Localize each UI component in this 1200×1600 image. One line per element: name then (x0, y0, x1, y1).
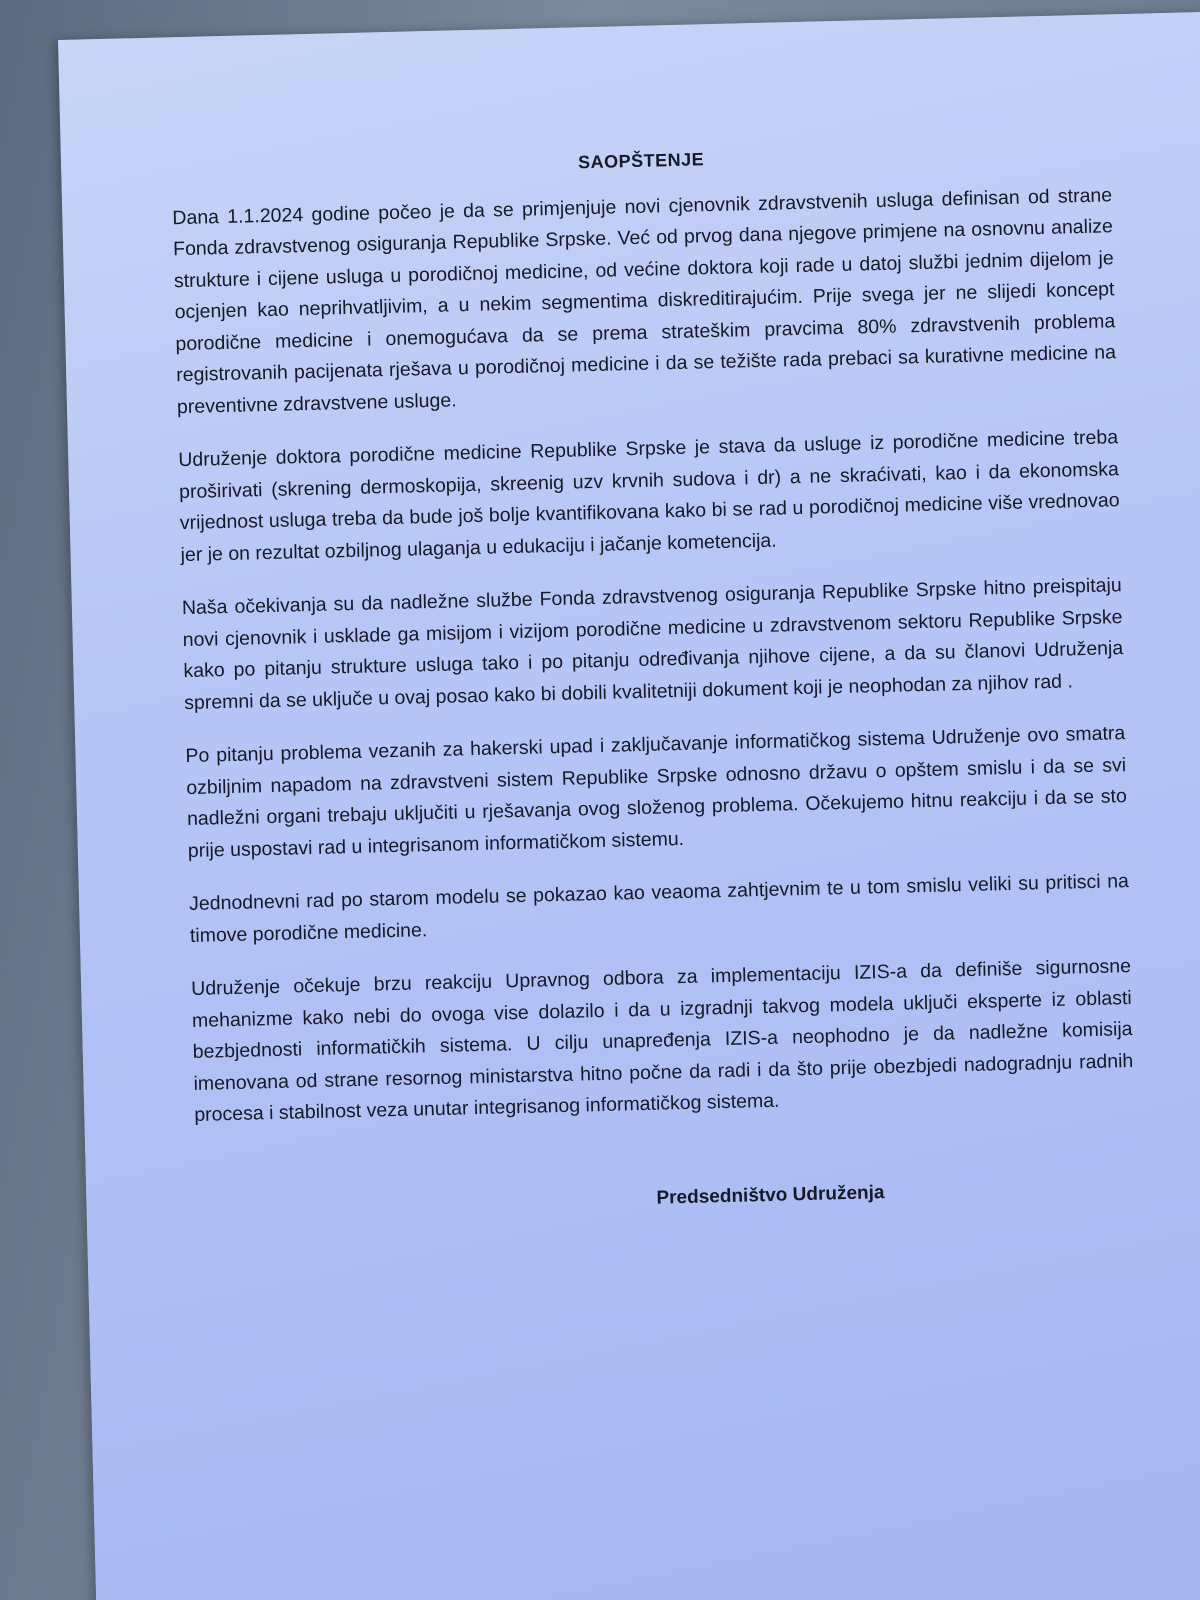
paragraph-2: Udruženje doktora porodične medicine Republike Srpske je stava da usluge iz porodične medicine treba proširivati (skrening dermoskopija, skreenig uzv krvnih sudova i dr) a ne skraćivati, kao i da ekonomska vrijednost usluga treba da bude još bolje kvantifikovana kako bi se rad u porodičnoj medicine više vrednovao jer je on rezultat ozbiljnog ulaganja u edukaciju i jačanje kometencija. (178, 426, 1120, 566)
paragraph-3: Naša očekivanja su da nadležne službe Fonda zdravstvenog osiguranja Republike Srpske hitno preispitaju novi cjenovnik i usklade ga misijom i vizijom porodične medicine u zdravstvenom sektoru Republike Srpske kako po pitanju strukture usluga tako i po pitanju određivanja njihove cijene, a da su članovi Udruženja spremni da se uključe u ovaj posao kako bi dobili kvalitetniji dokument koji je neophodan za njihov rad . (181, 574, 1124, 714)
paper-sheet (58, 12, 1200, 1600)
paragraph-6: Udruženje očekuje brzu reakciju Upravnog odbora za implementaciju IZIS-a da definiše sigurnosne mehanizme kako nebi do ovoga vise dolazilo i da u izgradnji takvog modela uključi eksperte iz oblasti bezbjednosti informatičkih sistema. U cilju unapređenja IZIS-a neophodno je da nadležne komisija imenovana od strane resornog ministarstva hitno počne da radi i da što prije obezbjedi nadogradnju radnih procesa i stabilnost veza unutar integrisanog informatičkog sistema. (190, 955, 1134, 1126)
paragraph-1: Dana 1.1.2024 godine počeo je da se primjenjuje novi cjenovnik zdravstvenih usluga definisan od strane Fonda zdravstvenog osiguranja Republike Srpske. Već od prvog dana njegove primjene na osnovnu analize strukture i cijene usluga u porodičnoj medicine, od većine doktora koji rade u datoj službi jednim dijelom je ocjenjen kao neprihvatljivim, a u nekim segmentima diskreditirajućim. Prije svega jer ne slijedi koncept porodične medicine i onemogućava da se prema strateškim pravcima 80% zdravstvenih problema registrovanih pacijenata rješava u porodičnoj medicine i da se težište rada prebaci sa kurativne medicine na preventivne zdravstvene usluge. (172, 183, 1117, 418)
paragraph-5: Jednodnevni rad po starom modelu se pokazao kao veaoma zahtjevnim te u tom smislu veliki su pritisci na timove porodične medicine. (188, 870, 1130, 947)
signature: Predsedništvo Udruženja (656, 1181, 885, 1209)
document-title: SAOPŠTENJE (577, 149, 705, 173)
paragraph-4: Po pitanju problema vezanih za hakerski upad i zaključavanje informatičkog sistema Udruženje ovo smatra ozbiljnim napadom na zdravstveni sistem Republike Srpske odnosno državu o opštem smislu i da se svi nadležni organi trebaju uključiti u rješavanja ovog složenog problema. Očekujemo hitnu reakciju i da se sto prije uspostavi rad u integrisanom informatičkom sistemu. (185, 722, 1128, 862)
document-body (171, 134, 1137, 1225)
